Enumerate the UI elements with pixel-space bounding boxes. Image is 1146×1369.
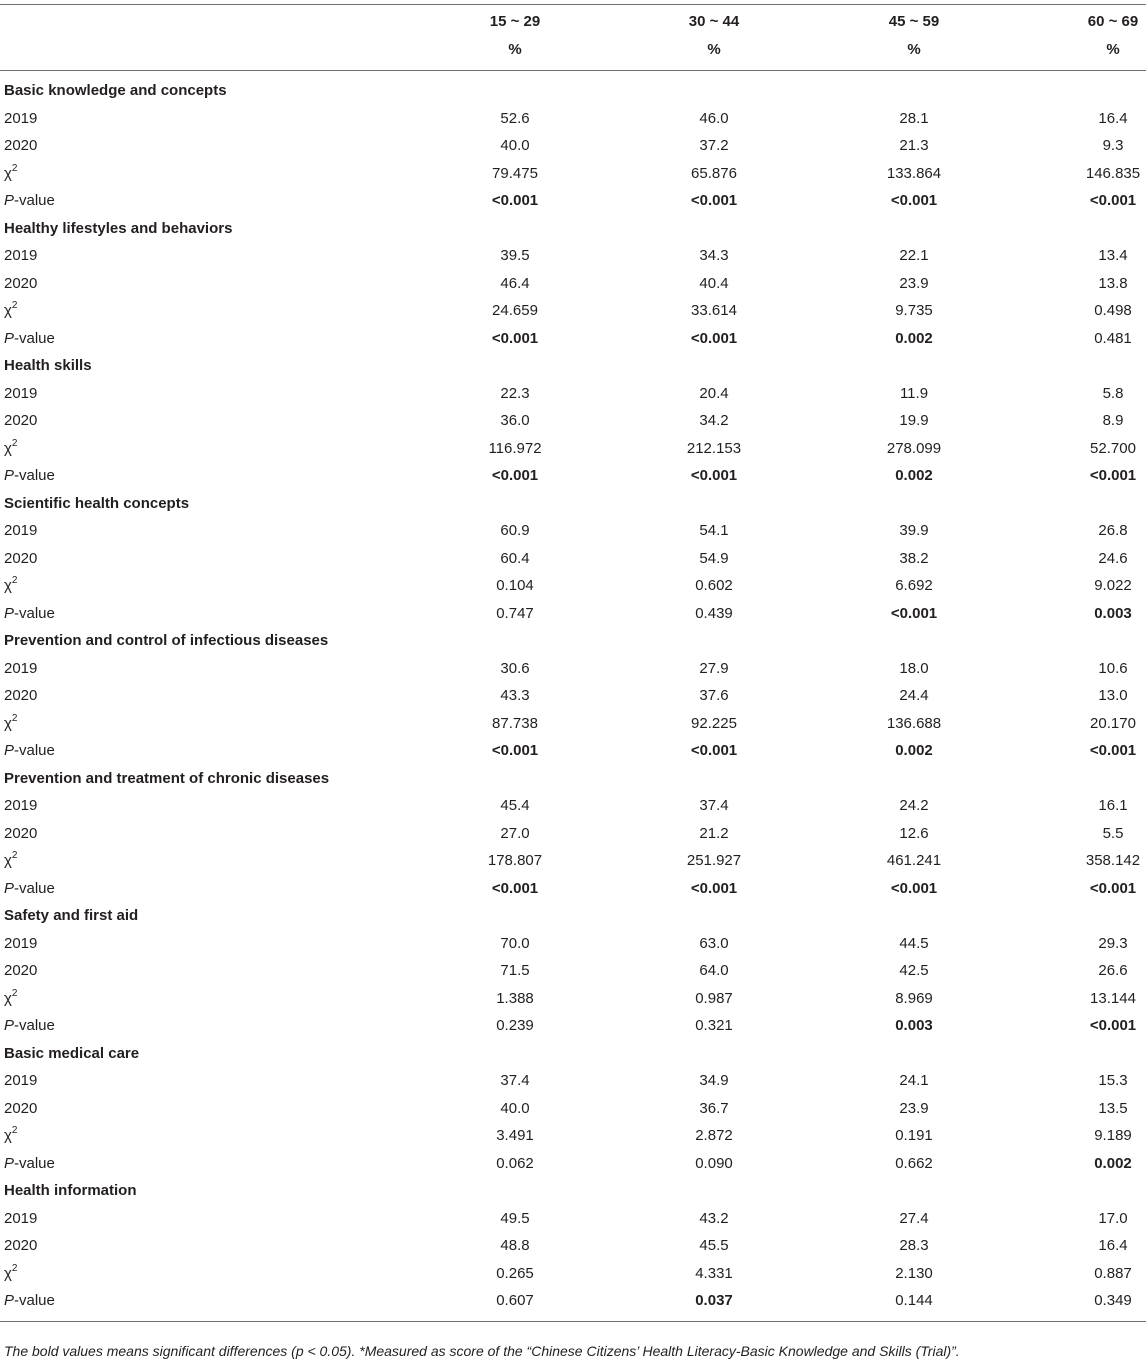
section-header-row — [0, 215, 1146, 243]
value-cell: <0.001 — [1089, 742, 1137, 759]
row-2019 — [0, 1205, 1146, 1233]
value-cell: <0.001 — [890, 604, 938, 622]
value-cell: 26.8 — [1098, 522, 1128, 539]
row-label: 2020 — [4, 274, 38, 292]
header-rule — [0, 70, 1146, 71]
chi-superscript: 2 — [11, 300, 18, 311]
table-body — [0, 77, 1146, 1315]
row-2020 — [0, 682, 1146, 710]
p-rest: -value — [14, 192, 55, 209]
value-cell: 0.439 — [695, 604, 733, 622]
bottom-rule — [0, 1321, 1146, 1322]
section-header-row — [0, 352, 1146, 380]
value-cell: 0.607 — [496, 1292, 534, 1309]
chi-superscript: 2 — [11, 1125, 18, 1136]
row-2019 — [0, 1067, 1146, 1095]
value-cell: 9.189 — [1094, 1127, 1132, 1144]
value-cell: 0.037 — [695, 1292, 733, 1309]
value-cell: 20.170 — [1090, 714, 1136, 732]
row-2020 — [0, 1232, 1146, 1260]
value-cell: 27.0 — [500, 824, 530, 842]
value-cell: 18.0 — [899, 659, 929, 677]
value-cell: 16.4 — [1098, 1237, 1128, 1254]
value-cell: 5.8 — [1102, 384, 1124, 402]
header-age-45-59: 45 ~ 59 — [888, 13, 940, 30]
value-cell: 146.835 — [1085, 164, 1141, 182]
value-cell: 19.9 — [899, 412, 929, 429]
value-cell: <0.001 — [1089, 192, 1137, 209]
value-cell: 36.0 — [500, 412, 530, 429]
value-cell: 16.4 — [1098, 109, 1128, 127]
value-cell: <0.001 — [890, 879, 938, 897]
section-title: Prevention and treatment of chronic diseases — [4, 769, 330, 787]
value-cell: 28.3 — [899, 1237, 929, 1254]
row-2020 — [0, 270, 1146, 298]
value-cell: 34.9 — [699, 1072, 729, 1089]
value-cell: 52.700 — [1090, 439, 1136, 457]
row-label — [4, 435, 17, 463]
value-cell: <0.001 — [690, 879, 738, 897]
value-cell: 24.659 — [492, 302, 538, 319]
row-2019 — [0, 242, 1146, 270]
value-cell: 251.927 — [686, 852, 742, 869]
value-cell: 45.4 — [500, 797, 530, 814]
value-cell: 63.0 — [699, 934, 729, 952]
chi-superscript: 2 — [11, 987, 18, 999]
value-cell: <0.001 — [491, 742, 539, 759]
row-chi-square — [0, 160, 1146, 188]
value-cell: 0.002 — [895, 329, 933, 347]
value-cell: 13.8 — [1098, 274, 1128, 292]
section-title: Basic knowledge and concepts — [4, 82, 227, 99]
value-cell: 0.002 — [1094, 1154, 1132, 1172]
row-chi-square — [0, 297, 1146, 325]
row-label — [4, 737, 55, 765]
value-cell: 278.099 — [886, 439, 942, 457]
row-label — [4, 1122, 17, 1150]
row-chi-square — [0, 572, 1146, 600]
chi-symbol: χ — [4, 577, 12, 594]
value-cell: 13.4 — [1098, 247, 1128, 264]
value-cell: 212.153 — [686, 439, 742, 457]
row-label — [4, 1260, 17, 1288]
value-cell: 39.5 — [500, 247, 530, 264]
row-label — [4, 1150, 55, 1178]
row-label — [4, 985, 17, 1013]
value-cell: 37.6 — [699, 687, 729, 704]
value-cell: 0.062 — [496, 1154, 534, 1172]
row-label — [4, 297, 17, 325]
p-rest: -value — [14, 467, 55, 484]
value-cell: 0.104 — [496, 577, 534, 594]
value-cell: 29.3 — [1098, 934, 1128, 952]
p-rest: -value — [14, 879, 55, 897]
value-cell: 9.022 — [1094, 577, 1132, 594]
value-cell: 13.5 — [1098, 1099, 1128, 1117]
value-cell: 54.1 — [699, 522, 729, 539]
header-age-15-29: 15 ~ 29 — [489, 13, 541, 30]
p-italic: P — [4, 742, 15, 759]
row-2020 — [0, 957, 1146, 985]
row-2020 — [0, 407, 1146, 435]
header-unit: % — [707, 41, 721, 58]
value-cell: <0.001 — [890, 192, 938, 209]
row-label: 2019 — [4, 247, 38, 264]
row-p-value — [0, 1150, 1146, 1178]
p-italic: P — [4, 467, 15, 484]
row-p-value — [0, 875, 1146, 903]
value-cell: 24.2 — [899, 797, 929, 814]
row-label: 2019 — [4, 522, 38, 539]
p-rest: -value — [14, 604, 55, 622]
row-p-value — [0, 462, 1146, 490]
section-header-row — [0, 490, 1146, 518]
row-label: 2019 — [4, 934, 38, 952]
value-cell: 34.2 — [699, 412, 729, 429]
row-chi-square — [0, 710, 1146, 738]
value-cell: 21.2 — [699, 824, 729, 842]
value-cell: 0.144 — [895, 1292, 933, 1309]
value-cell: 46.0 — [699, 109, 729, 127]
value-cell: 21.3 — [899, 137, 929, 154]
header-unit: % — [907, 41, 921, 58]
value-cell: 0.003 — [1094, 604, 1132, 622]
row-2020 — [0, 1095, 1146, 1123]
row-label: 2020 — [4, 962, 38, 979]
value-cell: 27.4 — [899, 1209, 929, 1227]
row-label — [4, 325, 55, 353]
value-cell: 2.872 — [695, 1127, 733, 1144]
value-cell: 20.4 — [699, 384, 729, 402]
row-label: 2020 — [4, 412, 38, 429]
row-label: 2020 — [4, 687, 38, 704]
value-cell: 60.9 — [500, 522, 530, 539]
p-rest: -value — [14, 1017, 55, 1034]
p-italic: P — [4, 1154, 15, 1172]
chi-superscript: 2 — [11, 1262, 18, 1274]
value-cell: 52.6 — [500, 109, 530, 127]
value-cell: 37.4 — [500, 1072, 530, 1089]
value-cell: 13.0 — [1098, 687, 1128, 704]
value-cell: 0.321 — [695, 1017, 733, 1034]
section-title: Healthy lifestyles and behaviors — [4, 219, 233, 237]
section-header-row — [0, 1177, 1146, 1205]
value-cell: 92.225 — [691, 714, 737, 732]
row-label — [4, 187, 55, 215]
value-cell: 36.7 — [699, 1099, 729, 1117]
header-age-30-44: 30 ~ 44 — [688, 13, 740, 30]
value-cell: <0.001 — [491, 329, 539, 347]
chi-superscript: 2 — [11, 575, 18, 586]
chi-symbol: χ — [4, 1264, 12, 1282]
p-italic: P — [4, 879, 15, 897]
p-italic: P — [4, 604, 15, 622]
chi-superscript: 2 — [11, 712, 18, 724]
value-cell: 12.6 — [899, 824, 929, 842]
value-cell: 116.972 — [488, 439, 542, 457]
row-label — [4, 710, 17, 738]
value-cell: 178.807 — [487, 852, 543, 869]
header-unit: % — [1106, 41, 1120, 58]
row-2019 — [0, 655, 1146, 683]
value-cell: 42.5 — [899, 962, 929, 979]
section-header-row — [0, 627, 1146, 655]
row-label — [4, 160, 17, 188]
row-2019 — [0, 792, 1146, 820]
section-title: Basic medical care — [4, 1044, 140, 1062]
chi-symbol: χ — [4, 852, 12, 869]
value-cell: 71.5 — [500, 962, 530, 979]
value-cell: 13.144 — [1090, 989, 1136, 1007]
row-label: 2020 — [4, 137, 38, 154]
table-footnote: The bold values means significant differences (p < 0.05). *Measured as score of the “Chinese Citizens’ Health Literacy-Basic Knowledge and Skills (Trial)”. — [4, 1343, 960, 1359]
value-cell: <0.001 — [1089, 467, 1137, 484]
value-cell: 34.3 — [699, 247, 729, 264]
value-cell: 46.4 — [500, 274, 530, 292]
value-cell: 0.239 — [496, 1017, 534, 1034]
value-cell: 24.1 — [899, 1072, 929, 1089]
row-label — [4, 875, 55, 903]
value-cell: <0.001 — [1089, 1017, 1137, 1034]
row-2019 — [0, 517, 1146, 545]
section-header-row — [0, 902, 1146, 930]
value-cell: 358.142 — [1085, 852, 1141, 869]
row-label — [4, 1012, 55, 1040]
value-cell: 8.969 — [895, 989, 933, 1007]
value-cell: 30.6 — [500, 659, 530, 677]
row-p-value — [0, 187, 1146, 215]
row-label: 2019 — [4, 1209, 38, 1227]
value-cell: 0.265 — [496, 1264, 534, 1282]
row-label: 2020 — [4, 549, 38, 567]
value-cell: 0.003 — [895, 1017, 933, 1034]
section-title: Health information — [4, 1182, 137, 1199]
value-cell: 0.191 — [895, 1127, 933, 1144]
value-cell: 6.692 — [895, 577, 933, 594]
row-2020 — [0, 820, 1146, 848]
value-cell: 38.2 — [899, 549, 929, 567]
value-cell: 37.2 — [699, 137, 729, 154]
row-2019 — [0, 380, 1146, 408]
section-title: Prevention and control of infectious diseases — [4, 632, 329, 649]
value-cell: 24.6 — [1098, 549, 1128, 567]
value-cell: 79.475 — [492, 164, 538, 182]
value-cell: 5.5 — [1102, 824, 1124, 842]
row-label: 2019 — [4, 384, 38, 402]
value-cell: 37.4 — [699, 797, 729, 814]
chi-symbol: χ — [4, 302, 12, 319]
header-unit: % — [508, 41, 522, 58]
value-cell: 16.1 — [1098, 797, 1128, 814]
row-label — [4, 600, 55, 628]
value-cell: 2.130 — [895, 1264, 933, 1282]
section-header-row — [0, 77, 1146, 105]
value-cell: <0.001 — [491, 879, 539, 897]
section-title: Safety and first aid — [4, 907, 139, 924]
row-label: 2020 — [4, 1099, 38, 1117]
section-header-row — [0, 765, 1146, 793]
value-cell: 17.0 — [1098, 1209, 1128, 1227]
row-2020 — [0, 132, 1146, 160]
row-chi-square — [0, 435, 1146, 463]
value-cell: 22.3 — [500, 384, 530, 402]
value-cell: <0.001 — [690, 742, 738, 759]
header-row-units — [0, 36, 1146, 64]
value-cell: 9.735 — [895, 302, 933, 319]
row-2019 — [0, 930, 1146, 958]
value-cell: <0.001 — [690, 192, 738, 209]
value-cell: 40.0 — [500, 137, 530, 154]
value-cell: 3.491 — [496, 1127, 534, 1144]
value-cell: 43.2 — [699, 1209, 729, 1227]
value-cell: 4.331 — [695, 1264, 733, 1282]
row-2020 — [0, 545, 1146, 573]
row-2019 — [0, 105, 1146, 133]
value-cell: 33.614 — [691, 302, 737, 319]
chi-symbol: χ — [4, 1127, 12, 1144]
value-cell: 461.241 — [886, 852, 942, 869]
row-label: 2020 — [4, 824, 38, 842]
value-cell: 45.5 — [699, 1237, 729, 1254]
row-label: 2019 — [4, 797, 38, 814]
chi-symbol: χ — [4, 989, 12, 1007]
value-cell: 54.9 — [699, 549, 729, 567]
row-label: 2019 — [4, 1072, 38, 1089]
chi-superscript: 2 — [11, 437, 18, 449]
value-cell: 0.002 — [895, 467, 933, 484]
value-cell: <0.001 — [491, 467, 539, 484]
value-cell: 28.1 — [899, 109, 929, 127]
p-italic: P — [4, 1292, 15, 1309]
row-label: 2020 — [4, 1237, 38, 1254]
value-cell: 11.9 — [899, 384, 929, 402]
value-cell: 9.3 — [1102, 137, 1124, 154]
row-chi-square — [0, 1260, 1146, 1288]
row-chi-square — [0, 1122, 1146, 1150]
row-label — [4, 1287, 55, 1315]
row-label — [4, 572, 17, 600]
chi-superscript: 2 — [11, 850, 18, 861]
p-rest: -value — [14, 1292, 55, 1309]
value-cell: 0.987 — [695, 989, 733, 1007]
value-cell: 15.3 — [1098, 1072, 1128, 1089]
row-p-value — [0, 1012, 1146, 1040]
header-age-60-69: 60 ~ 69 — [1087, 13, 1139, 30]
value-cell: 0.498 — [1094, 302, 1132, 319]
value-cell: 0.602 — [695, 577, 733, 594]
chi-symbol: χ — [4, 439, 12, 457]
value-cell: 8.9 — [1102, 412, 1124, 429]
value-cell: 0.002 — [895, 742, 933, 759]
value-cell: 39.9 — [899, 522, 929, 539]
section-header-row — [0, 1040, 1146, 1068]
value-cell: 27.9 — [699, 659, 729, 677]
value-cell: 24.4 — [899, 687, 929, 704]
p-italic: P — [4, 1017, 15, 1034]
value-cell: 70.0 — [500, 934, 530, 952]
row-label: 2019 — [4, 109, 38, 127]
value-cell: 43.3 — [500, 687, 530, 704]
top-rule — [0, 4, 1146, 5]
row-chi-square — [0, 985, 1146, 1013]
value-cell: 0.887 — [1094, 1264, 1132, 1282]
value-cell: 0.090 — [695, 1154, 733, 1172]
value-cell: 133.864 — [886, 164, 942, 182]
row-p-value — [0, 325, 1146, 353]
value-cell: 60.4 — [500, 549, 530, 567]
p-rest: -value — [14, 742, 55, 759]
p-rest: -value — [14, 1154, 55, 1172]
row-label — [4, 462, 55, 490]
value-cell: 1.388 — [496, 989, 534, 1007]
row-chi-square — [0, 847, 1146, 875]
row-p-value — [0, 737, 1146, 765]
value-cell: 22.1 — [899, 247, 929, 264]
value-cell: 0.747 — [496, 604, 534, 622]
value-cell: 0.662 — [895, 1154, 933, 1172]
value-cell: 87.738 — [492, 714, 538, 732]
value-cell: <0.001 — [1089, 879, 1137, 897]
value-cell: <0.001 — [690, 467, 738, 484]
value-cell: 136.688 — [886, 714, 942, 732]
row-label: 2019 — [4, 659, 38, 677]
value-cell: 49.5 — [500, 1209, 530, 1227]
p-italic: P — [4, 329, 15, 347]
p-rest: -value — [14, 329, 55, 347]
value-cell: 40.0 — [500, 1099, 530, 1117]
value-cell: 0.481 — [1094, 329, 1132, 347]
row-label — [4, 847, 17, 875]
row-p-value — [0, 1287, 1146, 1315]
value-cell: 10.6 — [1098, 659, 1128, 677]
section-title: Scientific health concepts — [4, 494, 190, 512]
value-cell: 48.8 — [500, 1237, 530, 1254]
value-cell: <0.001 — [690, 329, 738, 347]
value-cell: <0.001 — [491, 192, 539, 209]
header-row-age-groups — [0, 8, 1146, 36]
value-cell: 64.0 — [699, 962, 729, 979]
value-cell: 40.4 — [699, 274, 729, 292]
value-cell: 0.349 — [1094, 1292, 1132, 1309]
row-p-value — [0, 600, 1146, 628]
value-cell: 23.9 — [899, 274, 929, 292]
value-cell: 23.9 — [899, 1099, 929, 1117]
section-title: Health skills — [4, 357, 92, 374]
value-cell: 65.876 — [691, 164, 737, 182]
chi-symbol: χ — [4, 714, 12, 732]
value-cell: 26.6 — [1098, 962, 1128, 979]
chi-symbol: χ — [4, 164, 12, 182]
p-italic: P — [4, 192, 15, 209]
value-cell: 44.5 — [899, 934, 929, 952]
chi-superscript: 2 — [11, 162, 18, 174]
